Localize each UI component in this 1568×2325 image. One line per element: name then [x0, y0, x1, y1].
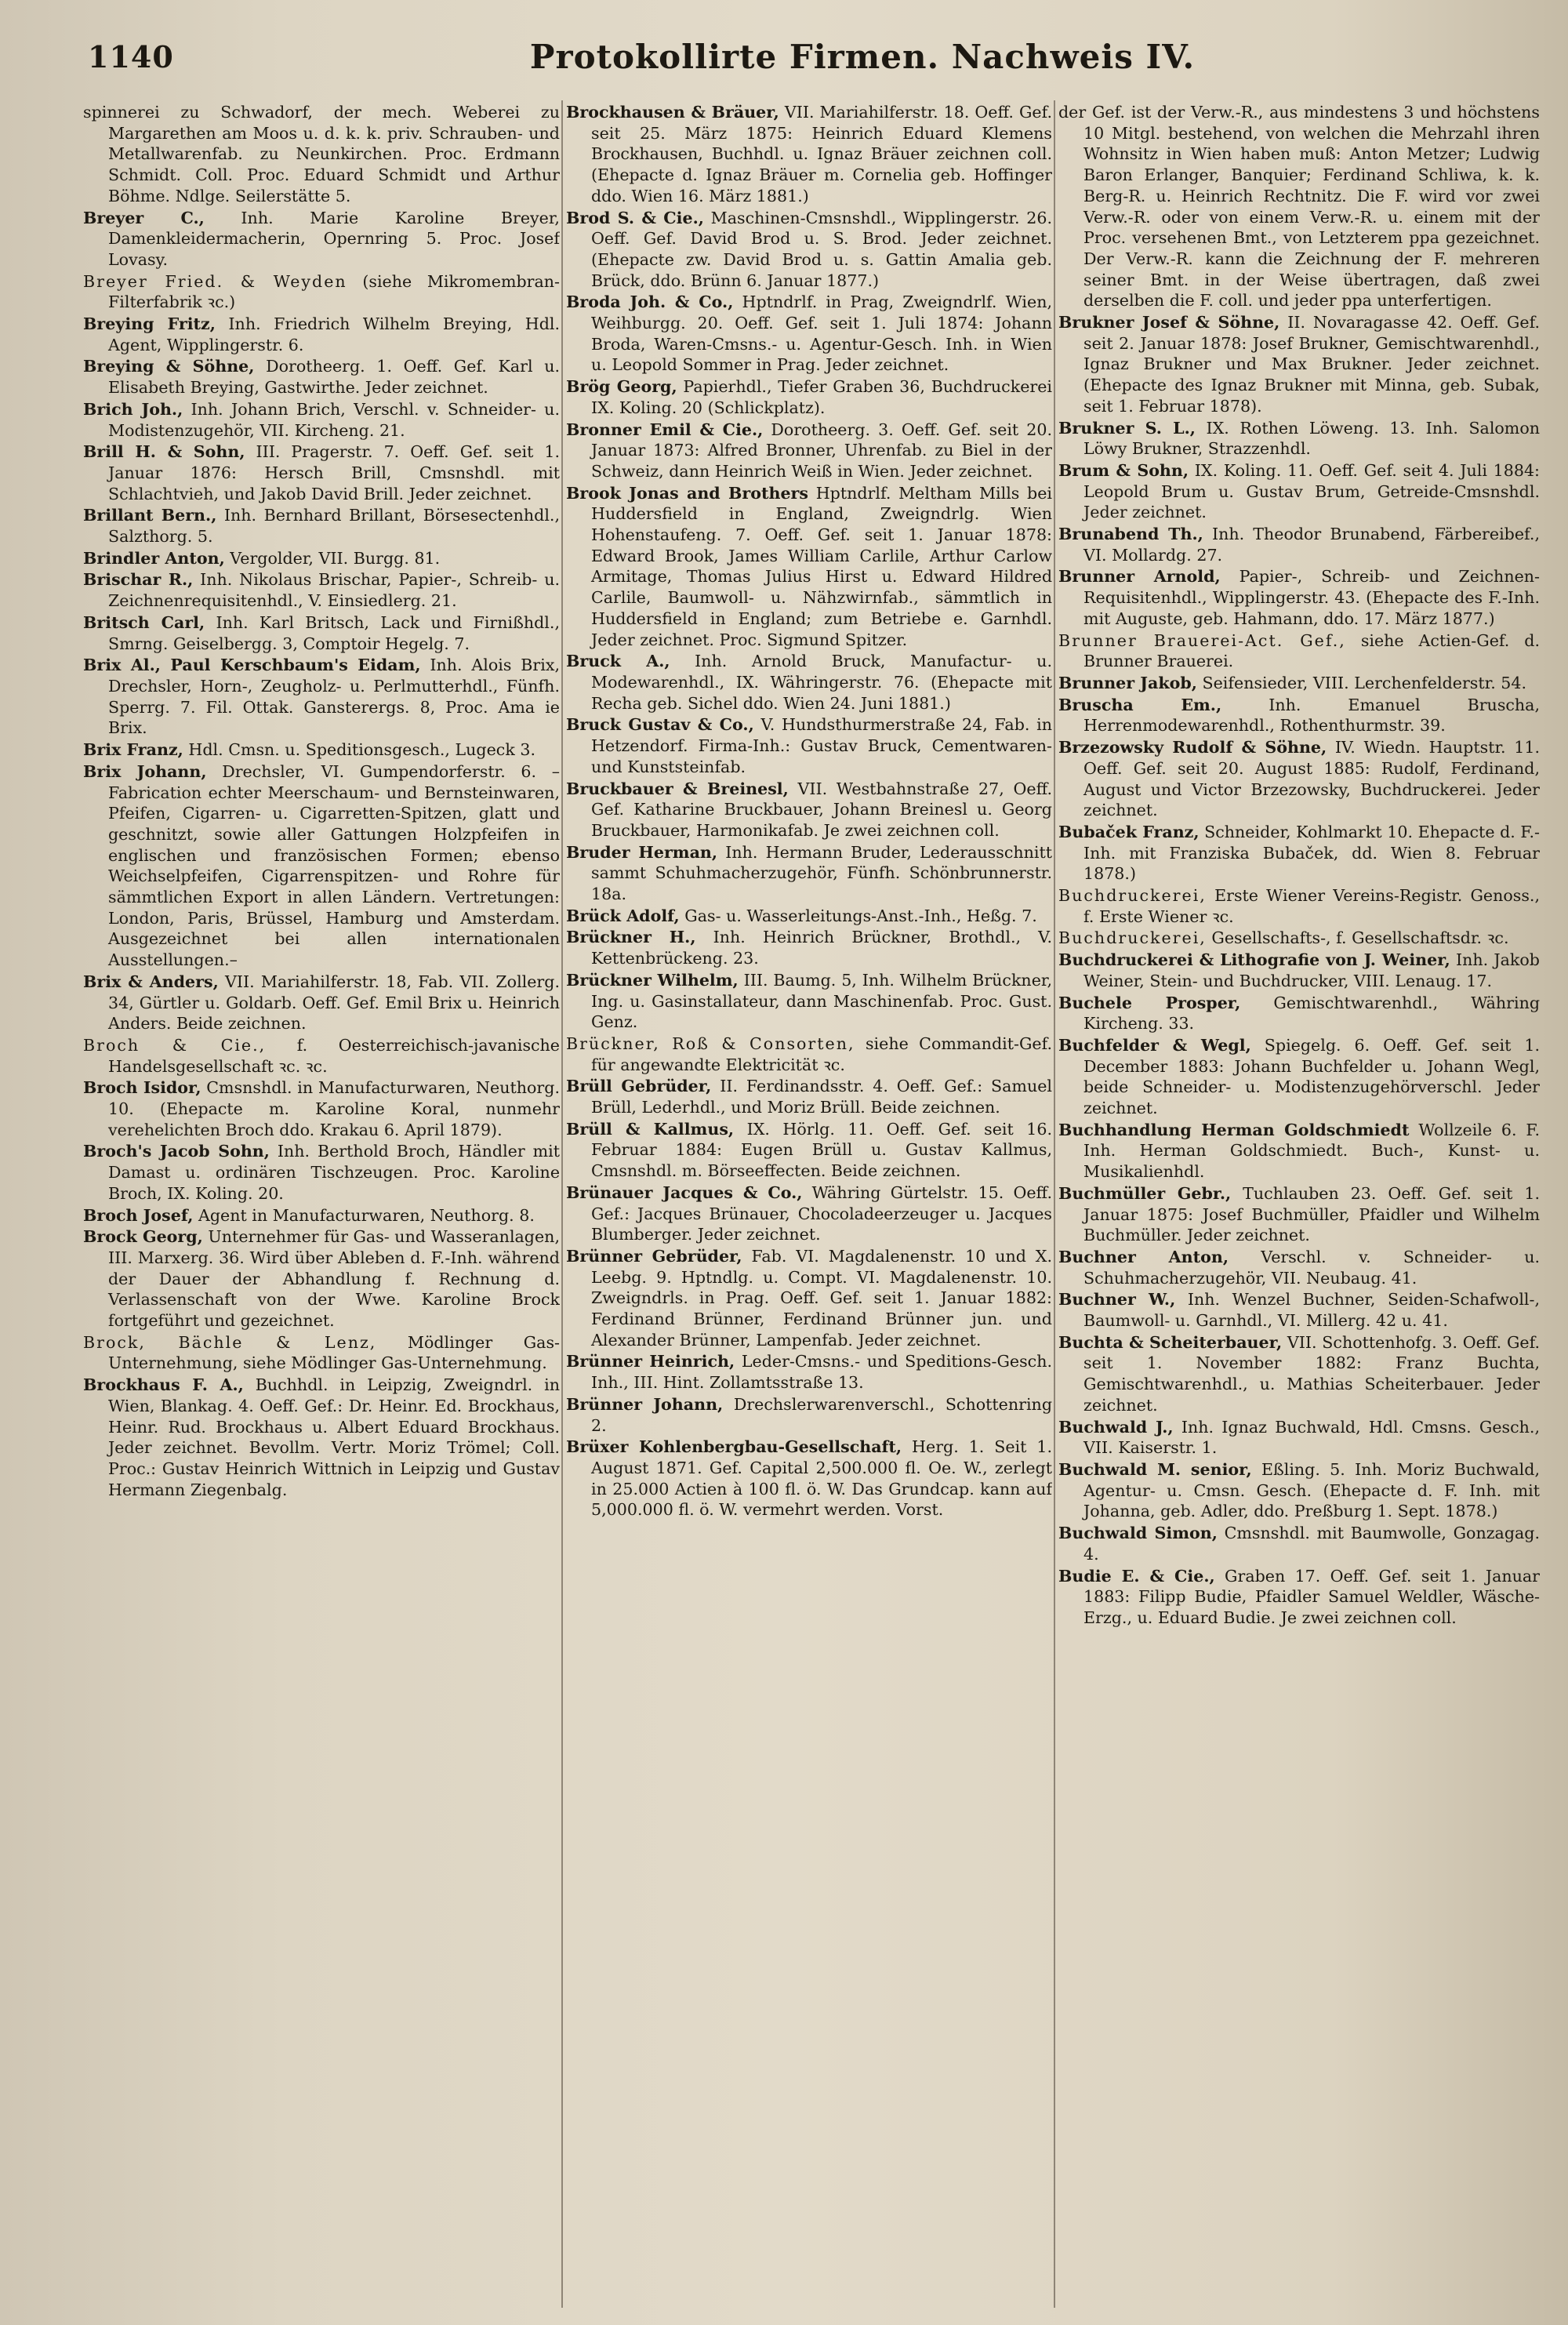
firm-name: Brook Jonas and Brothers	[566, 483, 809, 503]
firm-details: siehe Commandit-Gef. für angewandte Elektricität ꝛc.	[591, 1034, 1052, 1074]
firm-details: Papier-, Schreib- und Zeichnen-Requisitenhdl., Wipplingerstr. 43. (Ehepacte des F.-Inh. mit Auguste, geb. Hahmann, ddo. 17. März 1877.)	[1083, 567, 1540, 628]
firm-details: Inh. Wenzel Buchner, Seiden-Schafwoll-, Baumwoll- u. Garnhdl., VI. Millerg. 42 u. 41.	[1083, 1290, 1540, 1331]
firm-details: Drechsler, VI. Gumpendorferstr. 6. – Fabrication echter Meerschaum- und Bernsteinwaren, Pfeifen, Cigarren- u. Cigarretten-Spitzen, glatt und geschnitzt, sowie aller Gattungen Holzpfeifen in englischen und französischen Formen; ebenso Weichselpfeifen, Cigarrenspitzen- und Rohre für sämmtlichen Export in allen Ländern. Vertretungen: London, Paris, Brüssel, Hamburg und Amsterdam. Ausgezeichnet bei allen internationalen Ausstellungen.–	[108, 761, 560, 970]
firm-name: Buchta & Scheiterbauer,	[1058, 1332, 1283, 1352]
firm-entry	[1058, 418, 1540, 460]
firm-name: Britsch Carl,	[83, 612, 205, 632]
firm-name: Buchdruckerei,	[1058, 886, 1207, 906]
firm-entry	[1058, 524, 1540, 565]
firm-entry	[566, 970, 1052, 1033]
firm-entry	[83, 761, 560, 971]
firm-entry	[566, 1394, 1052, 1436]
firm-entry	[1058, 885, 1540, 927]
firm-details: Maschinen-Cmsnshdl., Wipplingerstr. 26. Oeff. Gef. David Brod u. S. Brod. Jeder zeichnet. (Ehepacte zw. David Brod u. s. Gattin Amalia geb. Brück, ddo. Brünn 6. Januar 1877.)	[591, 208, 1052, 290]
firm-name: Brückner, Roß & Consorten,	[566, 1034, 855, 1053]
firm-name: Buchhandlung Herman Goldschmiedt	[1058, 1120, 1410, 1139]
firm-entry	[566, 483, 1052, 651]
firm-details: Papierhdl., Tiefer Graben 36, Buchdruckerei IX. Koling. 20 (Schlickplatz).	[591, 377, 1052, 417]
firm-name: Buchwald Simon,	[1058, 1524, 1218, 1543]
firm-name: Brix & Anders,	[83, 972, 219, 991]
firm-entry	[83, 972, 560, 1034]
firm-entry	[1058, 928, 1540, 949]
firm-name: Bruscha Em.,	[1058, 695, 1222, 714]
firm-name: Brillant Bern.,	[83, 506, 217, 525]
firm-entry	[83, 441, 560, 504]
firm-details: der Gef. ist der Verw.-R., aus mindestens 3 und höchstens 10 Mitgl. bestehend, von welchen die Mehrzahl ihren Wohnsitz in Wien haben muß: Anton Metzer; Ludwig Baron Erlanger, Banquier; Ferdinand Schliwa, k. k. Berg-R. u. Heinrich Rechtnitz. Die F. wird vor zwei Verw.-R. oder von einem Verw.-R. u. einem mit der Proc. versehenen Bmt., von Letzterem ppa gezeichnet. Der Verw.-R. kann die Zeichnung der F. mehreren seiner Bmt. in der Weise übertragen, daß zwei derselben die F. coll. und jeder ppa unterfertigen.	[1058, 103, 1540, 311]
firm-details: VII. Mariahilferstr. 18, Fab. VII. Zollerg. 34, Gürtler u. Goldarb. Oeff. Gef. Emil Brix u. Heinrich Anders. Beide zeichnen.	[108, 972, 560, 1034]
firm-details: Fab. VI. Magdalenenstr. 10 und X. Leebg. 9. Hptndlg. u. Compt. VI. Magdalenenstr. 10. Zweigndrls. in Prag. Oeff. Gef. seit 1. Januar 1882: Ferdinand Brünner, Ferdinand Brünner jun. und Alexander Brünner, Lampenfab. Jeder zeichnet.	[591, 1246, 1052, 1350]
firm-details: VII. Mariahilferstr. 18. Oeff. Gef. seit 25. März 1875: Heinrich Eduard Klemens Brockhausen, Buchhdl. u. Ignaz Bräuer zeichnen coll. (Ehepacte d. Ignaz Bräuer m. Cornelia geb. Hoffinger ddo. Wien 16. März 1881.)	[591, 103, 1052, 205]
firm-entry	[566, 906, 1052, 927]
firm-name: Breying Fritz,	[83, 314, 216, 334]
firm-details: Seifensieder, VIII. Lerchenfelderstr. 54.	[1202, 673, 1527, 692]
firm-details: Inh. Karl Britsch, Lack und Firnißhdl., Smrng. Geiselbergg. 3, Comptoir Hegelg. 7.	[108, 612, 560, 653]
firm-name: Brock, Bächle & Lenz,	[83, 1332, 377, 1352]
firm-details: Inh. Friedrich Wilhelm Breying, Hdl. Agent, Wipplingerstr. 6.	[108, 314, 560, 354]
firm-details: Tuchlauben 23. Oeff. Gef. seit 1. Januar 1875: Josef Buchmüller, Pfaidler und Wilhelm Buchmüller. Jeder zeichnet.	[1083, 1183, 1540, 1245]
firm-entry	[83, 1035, 560, 1077]
firm-entry	[83, 1077, 560, 1140]
firm-entry	[566, 1034, 1052, 1075]
firm-details: Vergolder, VII. Burgg. 81.	[230, 548, 441, 568]
firm-name: Bruck Gustav & Co.,	[566, 715, 754, 735]
column-divider	[1054, 100, 1055, 2308]
firm-name: Brunner Arnold,	[1058, 567, 1221, 587]
firm-name: Bruck A.,	[566, 652, 670, 671]
firm-details: Inh. Marie Karoline Breyer, Damenkleidermacherin, Opernring 5. Proc. Josef Lovasy.	[108, 208, 560, 269]
firm-name: Buchdruckerei & Lithografie von J. Weiner,	[1058, 950, 1450, 970]
firm-name: Brünauer Jacques & Co.,	[566, 1182, 803, 1202]
firm-entry	[1058, 822, 1540, 885]
firm-details: Cmsnshdl. in Manufacturwaren, Neuthorg. 10. (Ehepacte m. Karoline Koral, nunmehr verehelichten Broch ddo. Krakau 6. April 1879).	[108, 1078, 560, 1139]
firm-details: III. Pragerstr. 7. Oeff. Gef. seit 1. Januar 1876: Hersch Brill, Cmsnshdl. mit Schlachtvieh, und Jakob David Brill. Jeder zeichnet.	[108, 442, 560, 503]
firm-name: Buchner Anton,	[1058, 1247, 1229, 1266]
firm-name: Broch Josef,	[83, 1205, 194, 1225]
firm-details: IX. Rothen Löweng. 13. Inh. Salomon Löwy Brukner, Strazzenhdl.	[1083, 418, 1540, 459]
firm-name: Brückner Wilhelm,	[566, 970, 739, 990]
firm-details: Inh. Alois Brix, Drechsler, Horn-, Zeugholz- u. Perlmutterhdl., Fünfh. Sperrg. 7. Fil. Ottak. Gansterergs. 8, Proc. Ama ie Brix.	[108, 656, 560, 738]
firm-entry	[566, 376, 1052, 418]
firm-entry	[1058, 102, 1540, 311]
firm-entry	[566, 1437, 1052, 1520]
firm-details: Buchhdl. in Leipzig, Zweigndrl. in Wien, Blankag. 4. Oeff. Gef.: Dr. Heinr. Ed. Brockhaus, Heinr. Rud. Brockhaus u. Albert Eduard Brockhaus. Jeder zeichnet. Bevollm. Vertr. Moriz Trömel; Coll. Proc.: Gustav Heinrich Wittnich in Leipzig und Gustav Hermann Ziegenbalg.	[108, 1375, 560, 1499]
firm-entry	[83, 1375, 560, 1500]
firm-entry	[1058, 630, 1540, 672]
firm-details: Dorotheerg. 3. Oeff. Gef. seit 20. Januar 1873: Alfred Bronner, Uhrenfab. zu Biel in der Schweiz, dann Heinrich Weiß in Wien. Jeder zeichnet.	[591, 420, 1052, 481]
firm-name: Brukner S. L.,	[1058, 418, 1196, 438]
firm-entry	[1058, 1035, 1540, 1119]
firm-entry	[566, 292, 1052, 376]
firm-name: Brix Franz,	[83, 740, 183, 760]
firm-name: Broch's Jacob Sohn,	[83, 1142, 270, 1161]
firm-entry	[83, 399, 560, 441]
firm-name: Brünner Gebrüder,	[566, 1246, 742, 1266]
firm-entry	[566, 420, 1052, 482]
firm-details: Agent in Manufacturwaren, Neuthorg. 8.	[198, 1205, 535, 1225]
firm-name: Buchdruckerei,	[1058, 928, 1207, 948]
firm-entry	[566, 651, 1052, 714]
firm-entry	[83, 1226, 560, 1331]
firm-name: Breying & Söhne,	[83, 357, 255, 376]
firm-entry	[1058, 1120, 1540, 1182]
firm-name: Budie E. & Cie.,	[1058, 1566, 1215, 1586]
firm-entry	[83, 314, 560, 355]
firm-name: Buchmüller Gebr.,	[1058, 1183, 1232, 1203]
firm-details: V. Hundsthurmerstraße 24, Fab. in Hetzendorf. Firma-Inh.: Gustav Bruck, Cementwaren- und Kunststeinfab.	[591, 715, 1052, 776]
firm-details: Erste Wiener Vereins-Registr. Genoss., f. Erste Wiener ꝛc.	[1083, 886, 1540, 926]
firm-details: Währing Gürtelstr. 15. Oeff. Gef.: Jacques Brünauer, Chocoladeerzeuger u. Jacques Blumberger. Jeder zeichnet.	[591, 1182, 1052, 1244]
firm-details: II. Ferdinandsstr. 4. Oeff. Gef.: Samuel Brüll, Lederhdl., und Moriz Brüll. Beide zeichnen.	[591, 1077, 1052, 1117]
firm-entry	[1058, 737, 1540, 821]
firm-name: Brukner Josef & Söhne,	[1058, 313, 1280, 332]
firm-name: Brindler Anton,	[83, 548, 225, 568]
firm-details: Dorotheerg. 1. Oeff. Gef. Karl u. Elisabeth Breying, Gastwirthe. Jeder zeichnet.	[108, 357, 560, 398]
firm-details: Graben 17. Oeff. Gef. seit 1. Januar 1883: Filipp Budie, Pfaidler Samuel Weldler, Wäsche-Erzg., u. Eduard Budie. Je zwei zeichnen coll.	[1083, 1566, 1540, 1627]
firm-entry	[566, 1351, 1052, 1393]
firm-details: Inh. Jakob Weiner, Stein- und Buchdrucker, VIII. Lenaug. 17.	[1083, 950, 1540, 990]
firm-entry	[1058, 1523, 1540, 1564]
firm-name: Brunner Brauerei-Act. Gef.,	[1058, 630, 1346, 650]
firm-entry	[566, 927, 1052, 968]
firm-details: (siehe Mikromembran-Filterfabrik ꝛc.)	[108, 271, 560, 312]
firm-details: Hdl. Cmsn. u. Speditionsgesch., Lugeck 3.	[188, 740, 535, 760]
firm-details: spinnerei zu Schwadorf, der mech. Weberei zu Margarethen am Moos u. d. k. k. priv. Schrauben- und Metallwarenfab. zu Neunkirchen. Proc. Erdmann Schmidt. Coll. Proc. Eduard Schmidt und Arthur Böhme. Ndlge. Seilerstätte 5.	[83, 103, 560, 205]
firm-name: Brüll & Kallmus,	[566, 1119, 735, 1139]
page-number: 1140	[88, 39, 174, 74]
firm-details: Inh. Johann Brich, Verschl. v. Schneider- u. Modistenzugehör, VII. Kircheng. 21.	[108, 399, 560, 440]
firm-details: III. Baumg. 5, Inh. Wilhelm Brückner, Ing. u. Gasinstallateur, dann Maschinenfab. Proc. Gust. Genz.	[591, 970, 1052, 1032]
firm-entry	[566, 102, 1052, 207]
column-2	[566, 102, 1052, 2311]
firm-name: Brunabend Th.,	[1058, 525, 1203, 544]
firm-details: Leder-Cmsns.- und Speditions-Gesch. Inh., III. Hint. Zollamtsstraße 13.	[591, 1352, 1052, 1393]
firm-name: Brock Georg,	[83, 1227, 203, 1247]
firm-details: IV. Wiedn. Hauptstr. 11. Oeff. Gef. seit 20. August 1885: Rudolf, Ferdinand, August und Victor Brzezowsky, Buchdruckerei. Jeder zeichnet.	[1083, 738, 1540, 820]
firm-entry	[83, 612, 560, 654]
firm-details: Inh. Hermann Bruder, Lederausschnitt sammt Schuhmacherzugehör, Fünfh. Schönbrunnerstr. 18a.	[591, 842, 1052, 904]
firm-name: Brich Joh.,	[83, 399, 183, 419]
firm-details: Eßling. 5. Inh. Moriz Buchwald, Agentur- u. Cmsn. Gesch. (Ehepacte d. F. Inh. mit Johanna, geb. Adler, ddo. Preßburg 1. Sept. 1878.)	[1083, 1460, 1540, 1521]
firm-entry	[566, 1182, 1052, 1245]
firm-details: Hptndrlf. in Prag, Zweigndrlf. Wien, Weihburgg. 20. Oeff. Gef. seit 1. Juli 1874: Johann Broda, Waren-Cmsns.- u. Agentur-Gesch. Inh. in Wien u. Leopold Sommer in Prag. Jeder zeichnet.	[591, 292, 1052, 375]
firm-name: Breyer C.,	[83, 208, 205, 227]
firm-name: Brischar R.,	[83, 570, 194, 590]
firm-details: Gesellschafts-, f. Gesellschaftsdr. ꝛc.	[1211, 928, 1509, 948]
firm-entry	[566, 208, 1052, 292]
firm-name: Brix Johann,	[83, 761, 207, 781]
firm-details: Inh. Theodor Brunabend, Färbereibef., VI. Mollardg. 27.	[1083, 525, 1540, 565]
firm-details: VII. Schottenhofg. 3. Oeff. Gef. seit 1. November 1882: Franz Buchta, Gemischtwarenhdl., u. Mathias Scheiterbauer. Jeder zeichnet.	[1083, 1332, 1540, 1415]
running-title: Protokollirte Firmen. Nachweis IV.	[529, 38, 1196, 76]
firm-details: II. Novaragasse 42. Oeff. Gef. seit 2. Januar 1878: Josef Brukner, Gemischtwarenhdl., Ignaz Brukner und Max Brukner. Jeder zeichnet. (Ehepacte des Ignaz Brukner mit Minna, geb. Subak, seit 1. Februar 1878).	[1083, 313, 1540, 416]
firm-details: Drechslerwarenverschl., Schottenring 2.	[591, 1394, 1052, 1435]
firm-details: Inh. Ignaz Buchwald, Hdl. Cmsns. Gesch., VII. Kaiserstr. 1.	[1083, 1417, 1540, 1458]
firm-entry	[566, 842, 1052, 905]
firm-name: Buchwald J.,	[1058, 1417, 1174, 1437]
firm-details: IX. Koling. 11. Oeff. Gef. seit 4. Juli 1884: Leopold Brum u. Gustav Brum, Getreide-Cmsnshdl. Jeder zeichnet.	[1083, 460, 1540, 522]
firm-entry	[1058, 312, 1540, 417]
firm-name: Brüxer Kohlenbergbau-Gesellschaft,	[566, 1437, 902, 1457]
firm-details: Verschl. v. Schneider- u. Schuhmacherzugehör, VII. Neubaug. 41.	[1083, 1247, 1540, 1288]
firm-entry	[1058, 1183, 1540, 1246]
firm-details: Spiegelg. 6. Oeff. Gef. seit 1. December 1883: Johann Buchfelder u. Johann Wegl, beide Schneider- u. Modistenzugehörverschl. Jeder zeichnet.	[1083, 1035, 1540, 1118]
firm-name: Brod S. & Cie.,	[566, 208, 704, 227]
firm-name: Brückner H.,	[566, 928, 696, 947]
firm-name: Brum & Sohn,	[1058, 460, 1189, 480]
column-divider	[561, 100, 563, 2308]
firm-name: Brockhaus F. A.,	[83, 1375, 244, 1395]
firm-entry	[1058, 460, 1540, 523]
firm-entry	[566, 779, 1052, 841]
firm-details: Inh. Arnold Bruck, Manufactur- u. Modewarenhdl., IX. Währingerstr. 76. (Ehepacte mit Recha geb. Sichel ddo. Wien 24. Juni 1881.)	[591, 652, 1052, 713]
firm-name: Brill H. & Sohn,	[83, 442, 245, 462]
firm-name: Buchwald M. senior,	[1058, 1460, 1252, 1479]
firm-name: Broch Isidor,	[83, 1078, 201, 1098]
firm-details: Schneider, Kohlmarkt 10. Ehepacte d. F.-Inh. mit Franziska Bubaček, dd. Wien 8. Februar 1878.)	[1083, 822, 1540, 884]
firm-entry	[566, 1076, 1052, 1117]
firm-entry	[83, 208, 560, 271]
firm-details: Inh. Bernhard Brillant, Börsesectenhdl., Salzthorg. 5.	[108, 506, 560, 547]
firm-details: Wollzeile 6. F. Inh. Herman Goldschmiedt. Buch-, Kunst- u. Musikalienhdl.	[1083, 1120, 1540, 1182]
firm-details: Gas- u. Wasserleitungs-Anst.-Inh., Heßg. 7.	[684, 906, 1037, 925]
firm-name: Buchner W.,	[1058, 1290, 1176, 1310]
firm-entry	[83, 1332, 560, 1374]
firm-name: Brix Al., Paul Kerschbaum's Eidam,	[83, 656, 421, 675]
firm-details: IX. Hörlg. 11. Oeff. Gef. seit 16. Februar 1884: Eugen Brüll u. Gustav Kallmus, Cmsnshdl. m. Börseeffecten. Beide zeichnen.	[591, 1119, 1052, 1181]
firm-entry	[1058, 1459, 1540, 1522]
firm-details: Cmsnshdl. mit Baumwolle, Gonzagag. 4.	[1083, 1524, 1540, 1564]
firm-name: Bubaček Franz,	[1058, 822, 1200, 841]
firm-name: Brünner Heinrich,	[566, 1352, 735, 1371]
firm-entry	[1058, 1566, 1540, 1629]
firm-name: Breyer Fried. & Weyden	[83, 271, 347, 291]
firm-details: Inh. Berthold Broch, Händler mit Damast u. ordinären Tischzeugen. Proc. Karoline Broch, IX. Koling. 20.	[108, 1142, 560, 1203]
firm-name: Brzezowsky Rudolf & Söhne,	[1058, 738, 1327, 757]
firm-details: Inh. Emanuel Bruscha, Herrenmodewarenhdl., Rothenthurmstr. 39.	[1083, 695, 1540, 736]
firm-name: Brück Adolf,	[566, 906, 680, 925]
firm-entry	[83, 655, 560, 739]
firm-entry	[83, 739, 560, 761]
firm-entry	[1058, 1289, 1540, 1331]
firm-entry	[1058, 673, 1540, 694]
firm-entry	[83, 505, 560, 547]
firm-details: siehe Actien-Gef. d. Brunner Brauerei.	[1083, 630, 1540, 671]
firm-details: f. Oesterreichisch-javanische Handelsgesellschaft ꝛc. ꝛc.	[108, 1035, 560, 1076]
firm-entry	[83, 1205, 560, 1226]
firm-details: Hptndrlf. Meltham Mills bei Huddersfield in England, Zweigndrlg. Wien Hohenstaufeng. 7. Oeff. Gef. seit 1. Januar 1878: Edward Brook, James William Carlile, Arthur Carlow Armitage, Thomas Julius Hirst u. Edward Hildred Carlile, Baumwoll- u. Nähzwirnfab., sämmtlich in Huddersfield in England; zum Betriebe e. Garnhdl. Jeder zeichnet. Proc. Sigmund Spitzer.	[591, 483, 1052, 649]
firm-name: Brüll Gebrüder,	[566, 1077, 712, 1096]
firm-name: Broda Joh. & Co.,	[566, 292, 734, 312]
firm-name: Brockhausen & Bräuer,	[566, 103, 779, 122]
firm-entry	[566, 1119, 1052, 1182]
firm-entry	[566, 714, 1052, 777]
column-1	[83, 102, 560, 2311]
firm-entry	[83, 548, 560, 569]
firm-entry	[83, 569, 560, 611]
firm-details: Mödlinger Gas-Unternehmung, siehe Mödlinger Gas-Unternehmung.	[108, 1332, 560, 1373]
firm-name: Bruder Herman,	[566, 842, 718, 862]
firm-name: Brunner Jakob,	[1058, 673, 1197, 692]
firm-entry	[566, 1246, 1052, 1351]
firm-details: Inh. Heinrich Brückner, Brothdl., V. Kettenbrückeng. 23.	[591, 928, 1052, 968]
firm-entry	[1058, 1332, 1540, 1416]
firm-entry	[1058, 993, 1540, 1034]
firm-entry	[1058, 695, 1540, 736]
firm-details: Herg. 1. Seit 1. August 1871. Gef. Capital 2,500.000 fl. Oe. W., zerlegt in 25.000 Actien à 100 fl. ö. W. Das Grundcap. kann auf 5,000.000 fl. ö. W. vermehrt werden. Vorst.	[591, 1437, 1052, 1520]
firm-name: Broch & Cie.,	[83, 1035, 267, 1055]
firm-name: Bruckbauer & Breinesl,	[566, 779, 789, 798]
firm-entry	[1058, 566, 1540, 629]
firm-details: Inh. Nikolaus Brischar, Papier-, Schreib- u. Zeichnenrequisitenhdl., V. Einsiedlerg. 21.	[108, 570, 560, 611]
firm-entry	[1058, 1247, 1540, 1288]
firm-entry	[83, 271, 560, 313]
firm-name: Brünner Johann,	[566, 1394, 724, 1414]
firm-details: Unternehmer für Gas- und Wasseranlagen, III. Marxerg. 36. Wird über Ableben d. F.-Inh. während der Dauer der Abhandlung f. Rechnung d. Verlassenschaft von der Wwe. Karoline Brock fortgeführt und gezeichnet.	[108, 1227, 560, 1331]
firm-name: Brög Georg,	[566, 377, 677, 397]
firm-entry	[83, 1141, 560, 1204]
firm-name: Buchfelder & Wegl,	[1058, 1035, 1251, 1055]
firm-entry	[83, 356, 560, 398]
firm-entry	[1058, 1417, 1540, 1459]
column-3	[1058, 102, 1540, 2311]
firm-entry	[1058, 950, 1540, 991]
firm-details: Gemischtwarenhdl., Währing Kircheng. 33.	[1083, 993, 1540, 1034]
firm-details: VII. Westbahnstraße 27, Oeff. Gef. Katharine Bruckbauer, Johann Breinesl u. Georg Bruckbauer, Harmonikafab. Je zwei zeichnen coll.	[591, 779, 1052, 840]
firm-entry	[83, 102, 560, 207]
firm-name: Buchele Prosper,	[1058, 993, 1241, 1012]
firm-name: Bronner Emil & Cie.,	[566, 420, 764, 439]
